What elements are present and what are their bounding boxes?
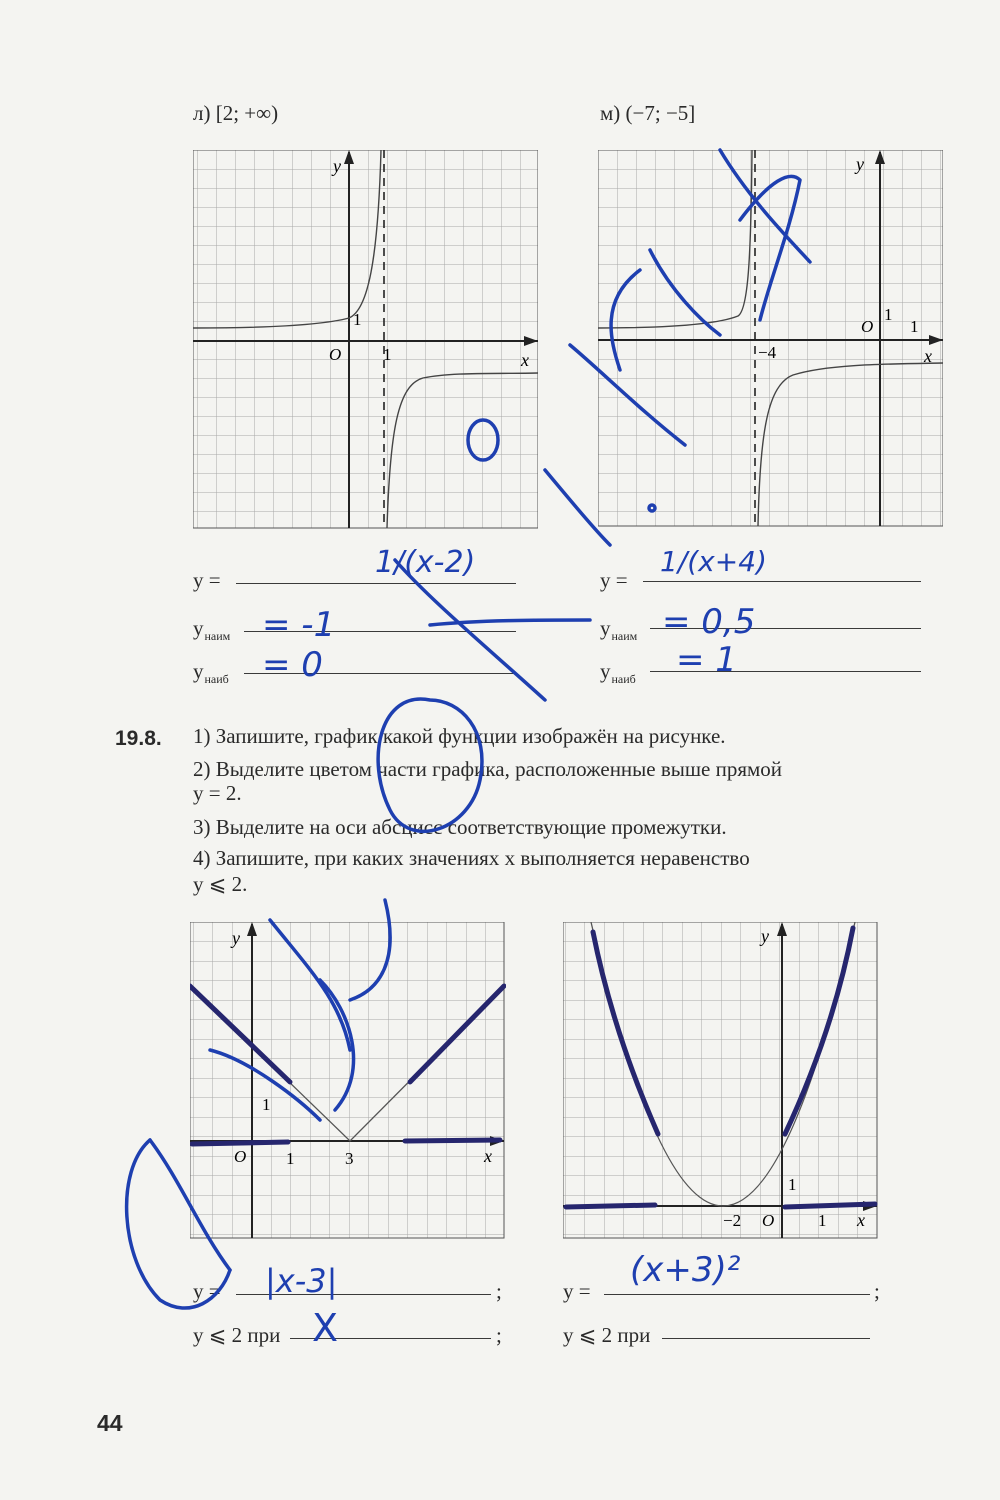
tick-x-1: 1 — [818, 1211, 827, 1230]
handwritten-answer-max-l: = 0 — [262, 645, 323, 685]
y-axis-label: y — [333, 156, 341, 176]
answer-ineq-label-b: y ⩽ 2 при — [563, 1323, 651, 1347]
graph-abs — [190, 922, 506, 1242]
handwritten-answer-min-m: = 0,5 — [662, 602, 756, 642]
answer-y-label-m: y = — [600, 568, 628, 592]
origin-label: O — [762, 1211, 775, 1230]
answer-ineq-end-a: ; — [496, 1323, 502, 1347]
interval-left — [192, 1142, 288, 1144]
tick-y-1: 1 — [353, 310, 362, 329]
origin-label: O — [234, 1147, 247, 1166]
answer-y-label-b: y = — [563, 1279, 591, 1303]
answer-max-label-m: $y_{наиб}$ — [600, 659, 636, 686]
tick-neg-2: −2 — [723, 1211, 742, 1230]
graph-parabola — [563, 922, 879, 1242]
problem-step-3: 3) Выделите на оси абсцисс соответствующие промежутки. — [193, 815, 727, 839]
tick-y-1: 1 — [262, 1095, 271, 1114]
y-axis-label: y — [232, 928, 240, 948]
tick-x-1: 1 — [286, 1149, 295, 1168]
x-axis-label: x — [857, 1210, 865, 1230]
answer-y-line-b[interactable] — [604, 1294, 870, 1295]
answer-y-label-l: y = — [193, 568, 221, 592]
answer-min-label-l: $y_{наим}$ — [193, 616, 231, 643]
tick-neg-4: −4 — [758, 343, 777, 362]
answer-y-end-b: ; — [874, 1279, 880, 1303]
interval-left — [566, 1205, 655, 1207]
tick-y-1: 1 — [788, 1175, 797, 1194]
answer-ineq-line-b[interactable] — [662, 1338, 870, 1339]
answer-y-line-l[interactable] — [236, 583, 516, 584]
graph-m — [598, 150, 943, 528]
tick-x-3: 3 — [345, 1149, 354, 1168]
handwritten-answer-y-l: 1/(x-2) — [375, 545, 476, 580]
graph-m-label: м) (−7; −5] — [600, 101, 696, 125]
x-axis-label: x — [484, 1146, 492, 1166]
problem-step-1: 1) Запишите, график какой функции изображён на рисунке. — [193, 724, 726, 748]
problem-step-2: 2) Выделите цветом части графика, расположенные выше прямой — [193, 757, 783, 781]
tick-x-1: 1 — [383, 345, 392, 364]
x-axis-label: x — [924, 346, 932, 366]
handwritten-answer-ineq-a: X — [312, 1306, 339, 1350]
scribble-long-1 — [395, 560, 545, 700]
interval-right — [405, 1140, 500, 1141]
problem-number: 19.8. — [115, 727, 162, 750]
answer-max-label-l: $y_{наиб}$ — [193, 659, 229, 686]
graph-l-label: л) [2; +∞) — [193, 101, 279, 125]
graph-l — [193, 150, 538, 530]
origin-label: O — [861, 317, 874, 336]
answer-ineq-label-a: y ⩽ 2 при — [193, 1323, 281, 1347]
y-axis-label: y — [856, 154, 864, 174]
scribble-dash — [430, 620, 590, 625]
x-axis-label: x — [521, 350, 529, 370]
page-number: 44 — [97, 1410, 123, 1436]
problem-step-2-cont: y = 2. — [193, 781, 242, 805]
origin-label: O — [329, 345, 342, 364]
tick-x-1: 1 — [910, 317, 919, 336]
interval-right — [785, 1204, 875, 1207]
tick-y-1: 1 — [884, 305, 893, 324]
handwritten-answer-y-a: |x-3| — [265, 1262, 338, 1300]
handwritten-answer-min-l: = -1 — [262, 605, 336, 645]
answer-y-line-m[interactable] — [643, 581, 921, 582]
handwritten-answer-max-m: = 1 — [676, 640, 737, 680]
problem-step-4: 4) Запишите, при каких значениях x выполняется неравенство — [193, 846, 750, 870]
problem-step-4-cont: y ⩽ 2. — [193, 872, 248, 896]
handwritten-answer-y-m: 1/(x+4) — [660, 545, 767, 578]
handwritten-answer-y-b: (x+3)² — [630, 1250, 741, 1290]
answer-y-label-a: y = — [193, 1279, 221, 1303]
answer-min-label-m: $y_{наим}$ — [600, 616, 638, 643]
answer-y-end-a: ; — [496, 1279, 502, 1303]
y-axis-label: y — [761, 926, 769, 946]
